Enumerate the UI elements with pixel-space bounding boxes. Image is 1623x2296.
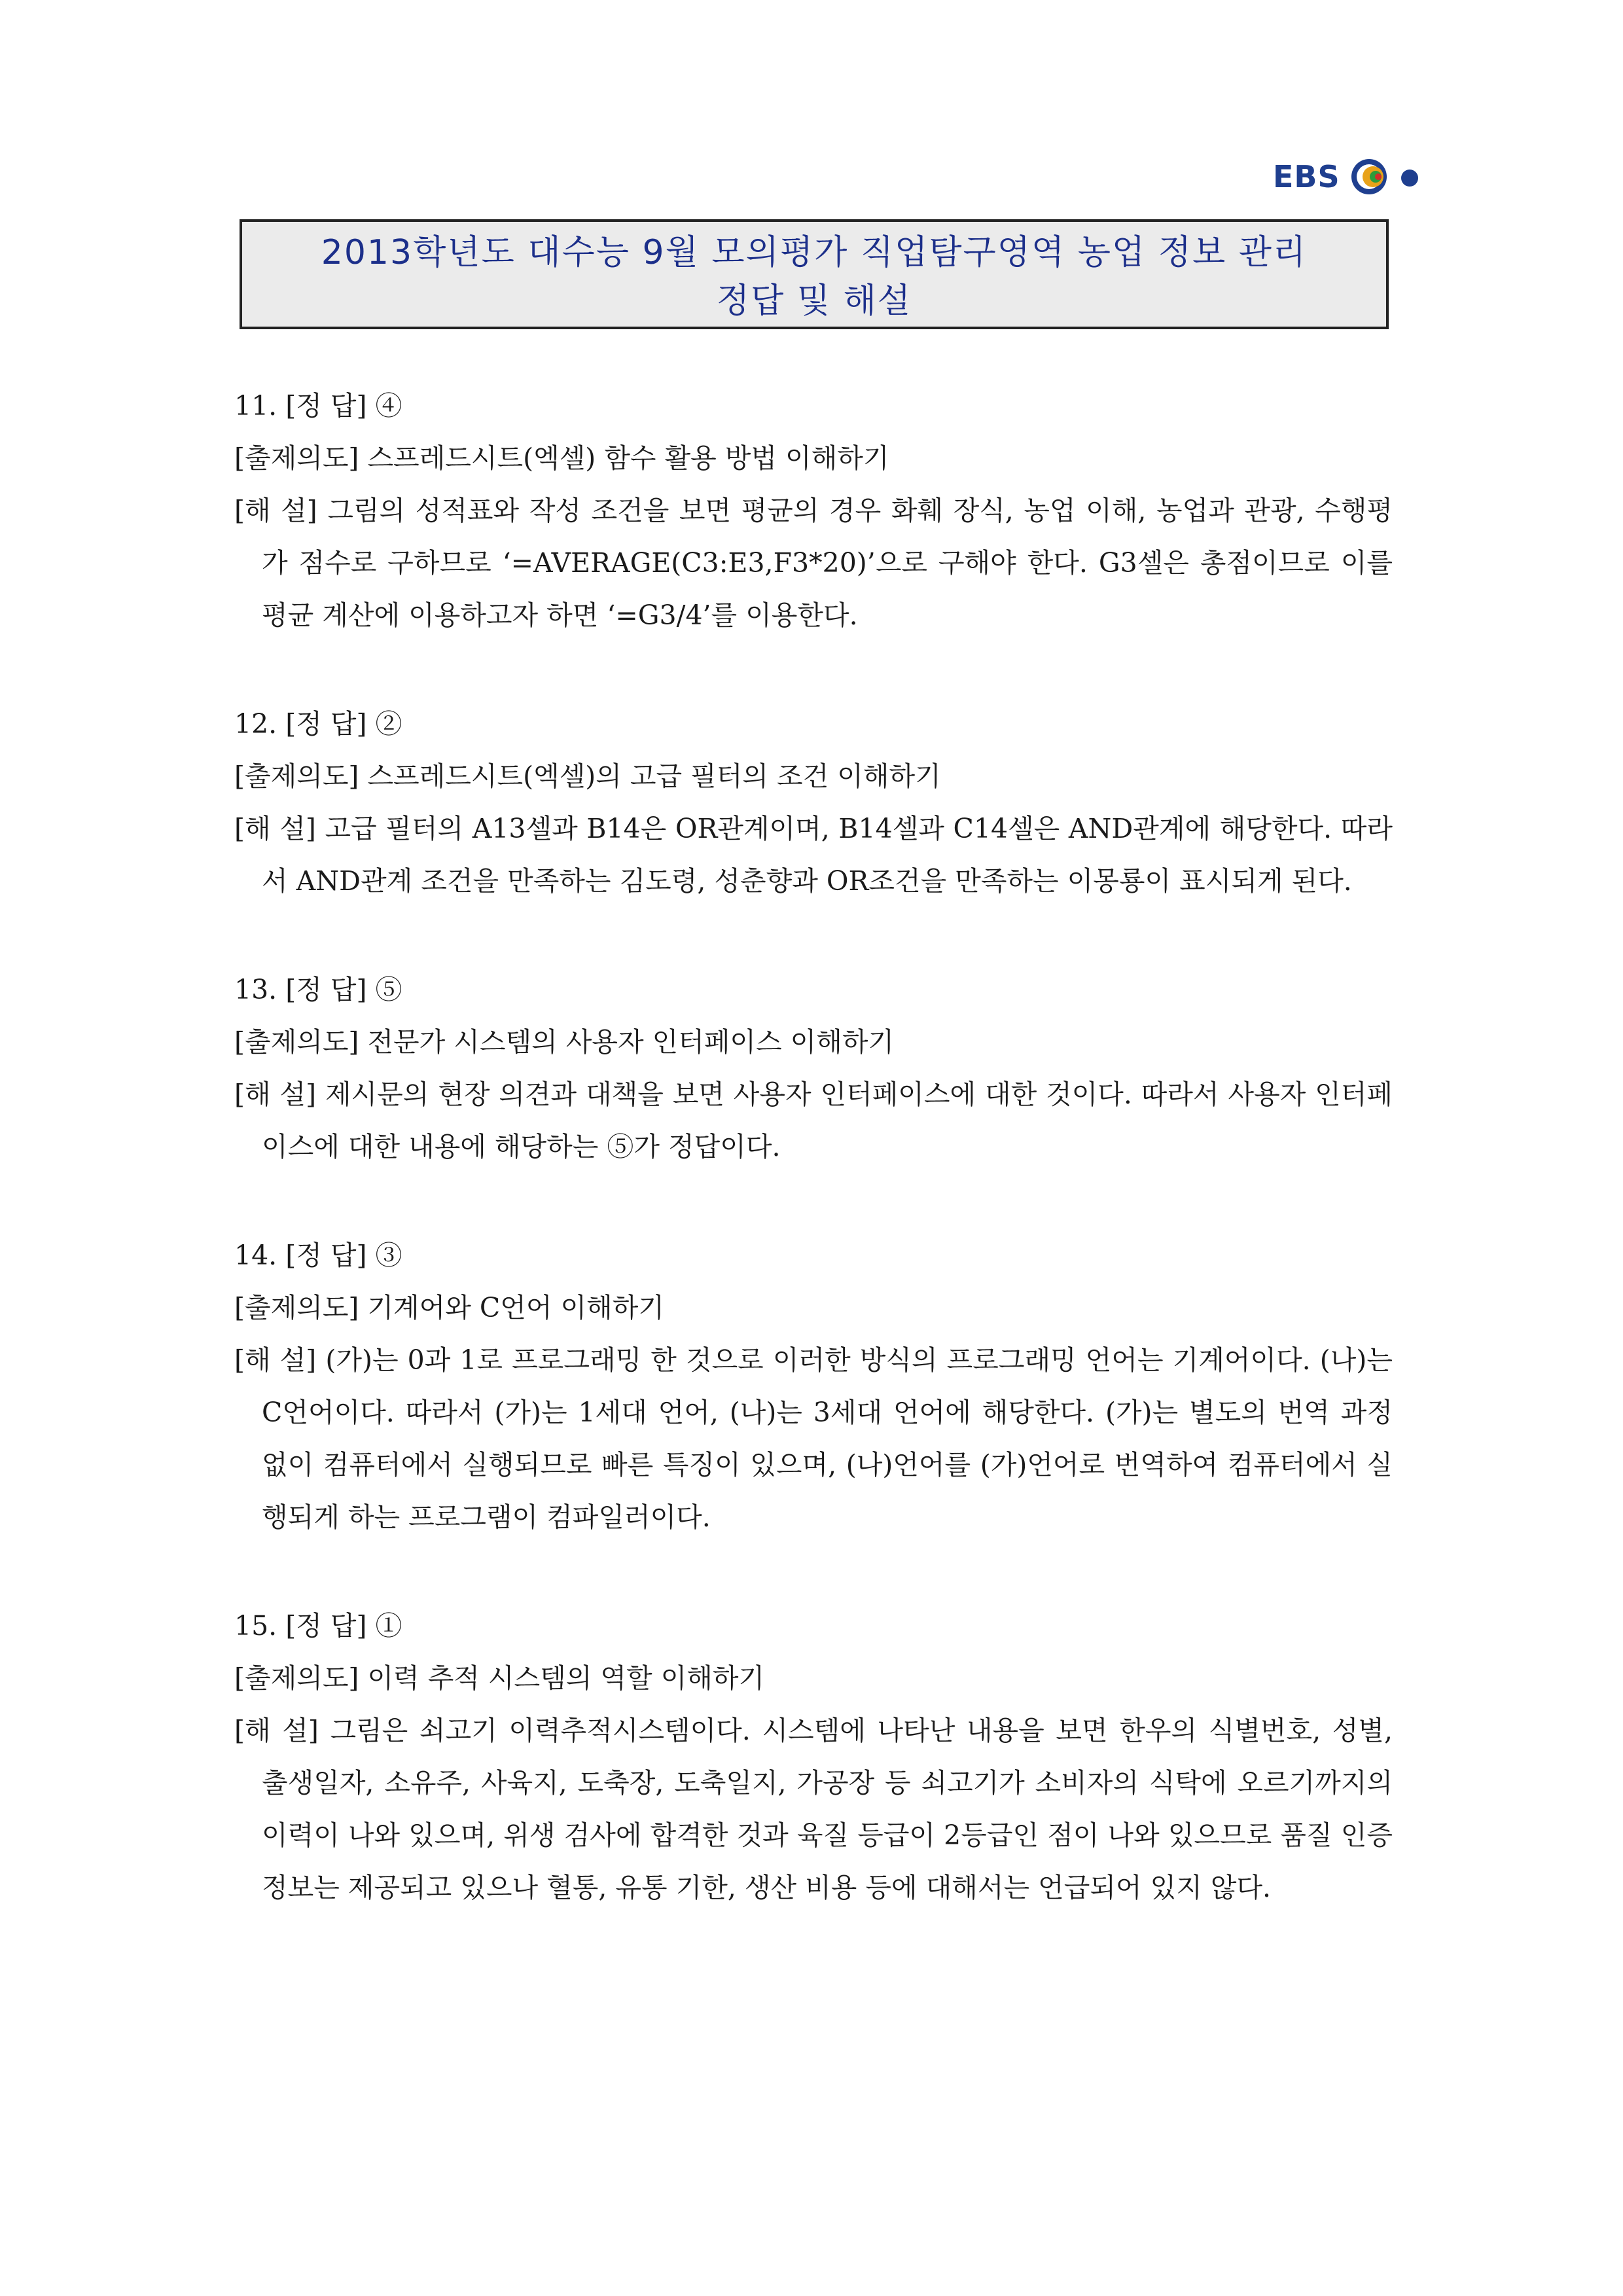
explanation: [해 설] 제시문의 현장 의견과 대책을 보면 사용자 인터페이스에 대한 것이다. 따라서 사용자 인터페이스에 대한 내용에 해당하는 ⑤가 정답이다. bbox=[234, 1079, 1393, 1162]
answer-list bbox=[234, 380, 1393, 1970]
intent-line: [출제의도] 이력 추적 시스템의 역할 이해하기 bbox=[234, 1662, 765, 1694]
intent-line: [출제의도] 스프레드시트(엑셀)의 고급 필터의 조건 이해하기 bbox=[234, 761, 941, 792]
question-13 bbox=[234, 963, 1393, 1173]
explanation: [해 설] 그림의 성적표와 작성 조건을 보면 평균의 경우 화훼 장식, 농업 이해, 농업과 관광, 수행평가 점수로 구하므로 ‘=AVERAGE(C3:E3,F3*20)’으로 구해야 한다. G3셀은 총점이므로 이를 평균 계산에 이용하고자 하면 ‘=G3/4’를 이용한다. bbox=[234, 495, 1393, 631]
answer-line: 12. [정 답] ② bbox=[234, 708, 402, 740]
answer-line: 15. [정 답] ① bbox=[234, 1610, 402, 1641]
question-14 bbox=[234, 1229, 1393, 1543]
explanation: [해 설] (가)는 0과 1로 프로그래밍 한 것으로 이러한 방식의 프로그래밍 언어는 기계어이다. (나)는 C언어이다. 따라서 (가)는 1세대 언어, (나)는 3세대 언어에 해당한다. (가)는 별도의 번역 과정 없이 컴퓨터에서 실행되므로 빠른 특징이 있으며, (나)언어를 (가)언어로 번역하여 컴퓨터에서 실행되게 하는 프로그램이 컴파일러이다. bbox=[234, 1344, 1393, 1533]
answer-line: 14. [정 답] ③ bbox=[234, 1240, 402, 1271]
document-title: 2013학년도 대수능 9월 모의평가 직업탐구영역 농업 정보 관리 bbox=[321, 233, 1308, 272]
ebs-logo-icon bbox=[1349, 157, 1427, 196]
ebs-logo-text: EBS bbox=[1273, 159, 1340, 194]
question-11 bbox=[234, 380, 1393, 641]
intent-line: [출제의도] 전문가 시스템의 사용자 인터페이스 이해하기 bbox=[234, 1026, 895, 1058]
intent-line: [출제의도] 스프레드시트(엑셀) 함수 활용 방법 이해하기 bbox=[234, 442, 889, 474]
intent-line: [출제의도] 기계어와 C언어 이해하기 bbox=[234, 1292, 664, 1323]
answer-line: 11. [정 답] ④ bbox=[234, 390, 402, 422]
document-subtitle: 정답 및 해설 bbox=[716, 281, 912, 321]
answer-line: 13. [정 답] ⑤ bbox=[234, 974, 402, 1005]
title-box bbox=[240, 219, 1389, 329]
question-15 bbox=[234, 1600, 1393, 1914]
explanation: [해 설] 고급 필터의 A13셀과 B14은 OR관계이며, B14셀과 C14셀은 AND관계에 해당한다. 따라서 AND관계 조건을 만족하는 김도령, 성춘향과 OR조건을 만족하는 이몽룡이 표시되게 된다. bbox=[234, 813, 1393, 897]
explanation: [해 설] 그림은 쇠고기 이력추적시스템이다. 시스템에 나타난 내용을 보면 한우의 식별번호, 성별, 출생일자, 소유주, 사육지, 도축장, 도축일지, 가공장 등 쇠고기가 소비자의 식탁에 오르기까지의 이력이 나와 있으며, 위생 검사에 합격한 것과 육질 등급이 2등급인 점이 나와 있으므로 품질 인증 정보는 제공되고 있으나 혈통, 유통 기한, 생산 비용 등에 대해서는 언급되어 있지 않다. bbox=[234, 1715, 1393, 1903]
question-12 bbox=[234, 698, 1393, 907]
ebs-logo bbox=[1273, 157, 1427, 196]
